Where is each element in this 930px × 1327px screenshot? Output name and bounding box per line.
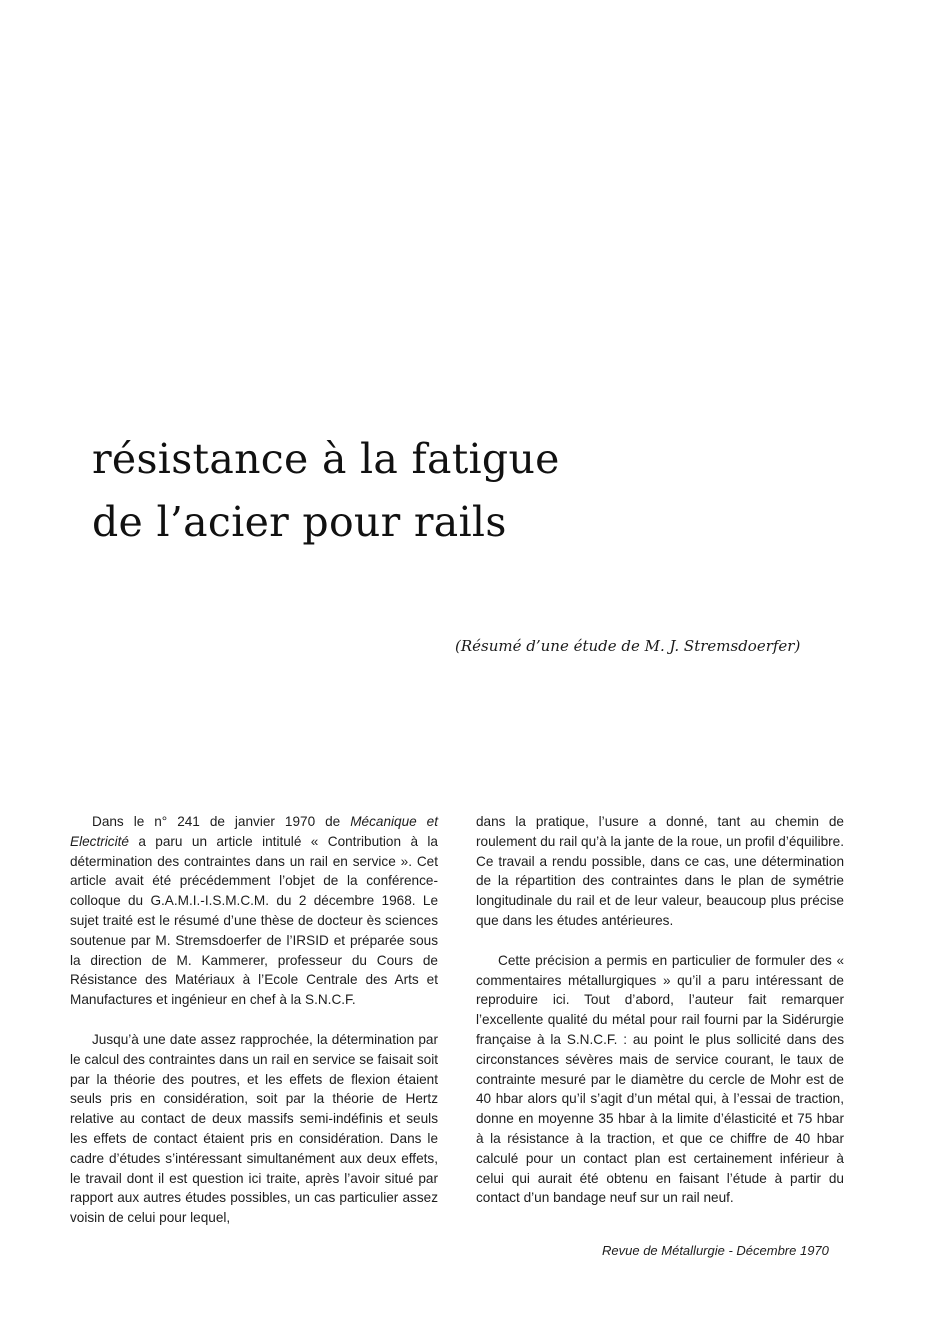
right-paragraph-1: dans la pratique, l’usure a donné, tant au chemin de roulement du rail qu’à la jante de la roue, un profil d’équilibre. Ce travail a rendu possible, dans ce cas, une détermination de la répartition des contraintes dans le plan de symétrie longitudinale du rail et de leur valeur, beaucoup plus précise que dans les études antérieures. xyxy=(476,814,845,928)
right-column xyxy=(476,812,844,1228)
page-footer: Revue de Métallurgie - Décembre 1970 xyxy=(602,1243,829,1258)
left-paragraph-1-text-b: a paru un article intitulé « Contribution à la détermination des contraintes dans un rail en service ». Cet article avait été précédemment l’objet de la conférence-colloque du G.A.M.I.-I.S.M.C.M. du 2 décembre 1968. Le sujet traité est le résumé d’une thèse de docteur ès sciences soutenue par M. Stremsdoerfer de l’IRSID et préparée sous la direction de M. Kammerer, professeur du Cours de Résistance des Matériaux à l’Ecole Centrale des Arts et Manufactures et ingénieur en chef à la S.N.C.F. xyxy=(70,833,438,1008)
article-title xyxy=(92,428,560,554)
left-column xyxy=(70,812,438,1248)
left-paragraph-1-text-a: Dans le n° 241 de janvier 1970 de xyxy=(92,814,351,829)
journal-name-italic: Mécanique et Electricité xyxy=(70,814,439,849)
article-title-line-1: résistance à la fatigue xyxy=(92,435,560,483)
left-paragraph-1 xyxy=(70,812,438,1010)
left-paragraph-2: Jusqu’à une date assez rapprochée, la détermination par le calcul des contraintes dans un rail en service se faisait soit par la théorie des poutres, et les effets de flexion étaient seuls pris en considération, soit par la théorie de Hertz relative au contact de deux massifs semi-indéfinis et seuls les effets de contact étaient pris en considération. Dans le cadre d’études s’intéressant simultanément aux deux effets, le travail dont il est question ici traite, après l’avoir situé par rapport aux autres études possibles, un cas particulier assez voisin de celui pour lequel, xyxy=(70,1031,438,1226)
article-title-line-2: de l’acier pour rails xyxy=(92,498,507,546)
right-paragraph-2: Cette précision a permis en particulier de formuler des « commentaires métallurgiques » qu’il a paru intéressant de reproduire ici. Tout d’abord, l’auteur fait remarquer l’excellente qualité du métal pour rail fourni par la Sidérurgie française à la S.N.C.F. : au point le plus sollicité dans des circonstances sévères mais de service courant, le taux de contrainte mesuré par le diamètre du cercle de Mohr est de 40 hbar alors qu’il s’agit d’un métal qui, à l’essai de traction, donne en moyenne 35 hbar à la limite d’élasticité et 75 hbar à la résistance à la traction, et que ce chiffre de 40 hbar calculé pour un contact plan est certainement inférieur à celui qui aurait été obtenu en faisant l’étude à partir du contact d’un bandage neuf sur un rail neuf. xyxy=(476,952,844,1206)
article-subtitle: (Résumé d’une étude de M. J. Stremsdoerfer) xyxy=(455,637,801,655)
